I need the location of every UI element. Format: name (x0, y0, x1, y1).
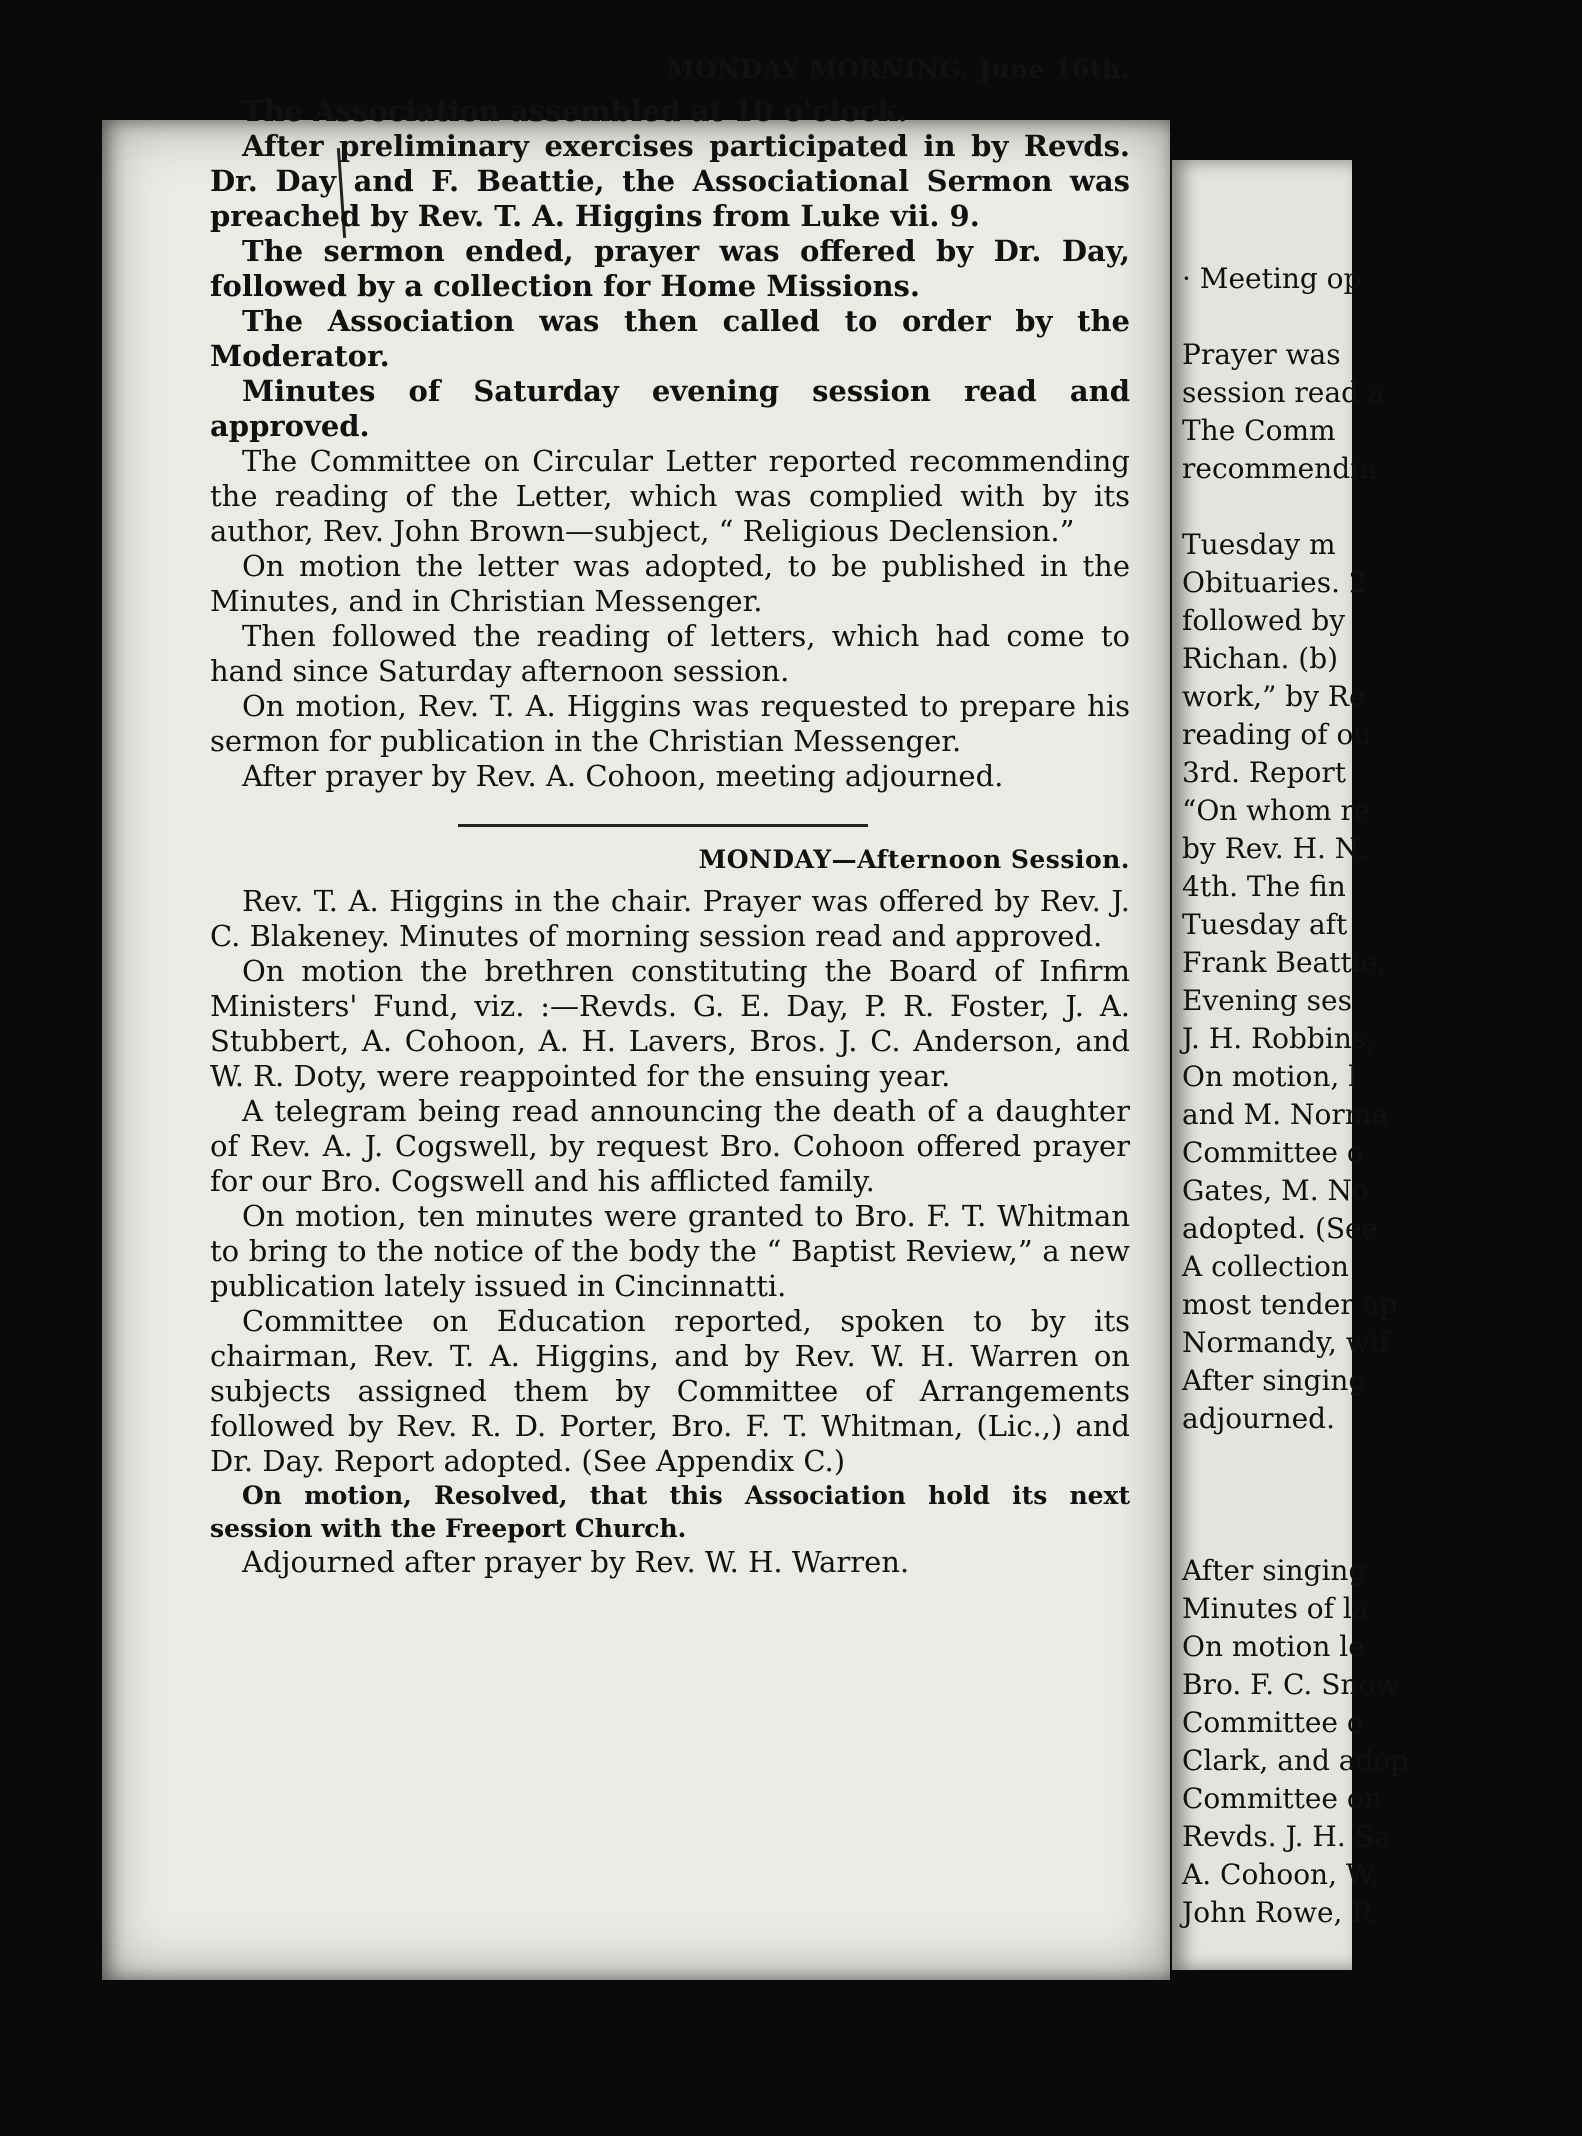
right-line: Frank Beattie, (1182, 946, 1387, 979)
right-line: followed by (1182, 604, 1346, 637)
paragraph-assembled: The Association assembled at 10 o'clock. (242, 94, 908, 128)
right-line: On motion le (1182, 1630, 1365, 1663)
right-line (1182, 1438, 1582, 1476)
section-divider (458, 824, 868, 827)
morning-session-header: MONDAY MORNING, June 16th. (666, 55, 1130, 84)
left-page-text (210, 55, 1130, 1580)
right-line: Revds. J. H. Sa (1182, 1820, 1391, 1853)
afternoon-session-header: MONDAY—Afternoon Session. (698, 845, 1130, 874)
right-line: John Rowe, R (1182, 1896, 1373, 1929)
right-line: most tender ap (1182, 1288, 1398, 1321)
paragraph-next-session: On motion, Resolved, that this Association hold its next session with the Freeport Church. (210, 1481, 1130, 1543)
paragraph-called-to-order: The Association was then called to order by the Moderator. (210, 304, 1130, 373)
right-line: adopted. (See (1182, 1212, 1379, 1245)
right-line: Tuesday m (1182, 528, 1336, 561)
right-line: Minutes of la (1182, 1592, 1369, 1625)
paragraph-education-committee: Committee on Education reported, spoken to by its chairman, Rev. T. A. Higgins, and by Rev. W. H. Warren on subjects assigned them by Committee of Arrangements followed by Rev. R. D. Porter, Bro. F. T. Whitman, (Lic.,) and Dr. Day. Report adopted. (See Appendix C.) (210, 1304, 1130, 1478)
right-line: After singing (1182, 1364, 1367, 1397)
right-line: On motion, l (1182, 1060, 1358, 1093)
right-page-edge (1172, 160, 1409, 1970)
right-line: A. Cohoon, W. (1182, 1858, 1379, 1891)
right-line (1182, 488, 1582, 526)
paragraph-telegram: A telegram being read announcing the death of a daughter of Rev. A. J. Cogswell, by request Bro. Cohoon offered prayer for our Bro. Cogswell and his afflicted family. (210, 1094, 1130, 1198)
right-line: Normandy, wif (1182, 1326, 1390, 1359)
right-line: recommendin (1182, 452, 1378, 485)
right-line: 3rd. Report (1182, 756, 1346, 789)
right-line: Committee o (1182, 1706, 1364, 1739)
right-line: Prayer was (1182, 338, 1341, 371)
right-line: by Rev. H. N. (1182, 832, 1367, 865)
right-line: The Comm (1182, 414, 1336, 447)
right-line: J. H. Robbins, (1182, 1022, 1376, 1055)
paragraph-infirm-ministers-fund: On motion the brethren constituting the Board of Infirm Ministers' Fund, viz. :—Revds. G. E. Day, P. R. Foster, J. A. Stubbert, A. Cohoon, A. H. Lavers, Bros. J. C. Anderson, and W. R. Doty, were reappointed for the ensuing year. (210, 954, 1130, 1093)
right-line: “On whom re (1182, 794, 1371, 827)
right-line (1182, 298, 1582, 336)
paragraph-sermon-ended: The sermon ended, prayer was offered by Dr. Day, followed by a collection for Home Missions. (210, 234, 1130, 303)
right-line: Committee on (1182, 1782, 1382, 1815)
right-line: Evening ses (1182, 984, 1352, 1017)
right-line: · Meeting op (1182, 262, 1362, 295)
paragraph-reading-letters: Then followed the reading of letters, which had come to hand since Saturday afternoon session. (210, 619, 1130, 688)
right-line: Obituaries. 2 (1182, 566, 1367, 599)
right-line: Tuesday aft (1182, 908, 1348, 941)
paragraph-letter-adopted: On motion the letter was adopted, to be published in the Minutes, and in Christian Messenger. (210, 549, 1130, 618)
paragraph-sermon-publication: On motion, Rev. T. A. Higgins was requested to prepare his sermon for publication in the Christian Messenger. (210, 689, 1130, 758)
right-line: Bro. F. C. Snow (1182, 1668, 1400, 1701)
right-line: After singing (1182, 1554, 1367, 1587)
right-line: 4th. The fin (1182, 870, 1346, 903)
right-line: work,” by Re (1182, 680, 1366, 713)
right-page-text (1182, 260, 1582, 1932)
right-line: Clark, and adop (1182, 1744, 1409, 1777)
paragraph-chair-prayer: Rev. T. A. Higgins in the chair. Prayer was offered by Rev. J. C. Blakeney. Minutes of morning session read and approved. (210, 884, 1130, 953)
paragraph-minutes-approved: Minutes of Saturday evening session read and approved. (210, 374, 1130, 443)
right-line: and M. Norma (1182, 1098, 1389, 1131)
right-line: reading of ou (1182, 718, 1372, 751)
right-line: adjourned. (1182, 1402, 1336, 1435)
right-line: Richan. (b) (1182, 642, 1339, 675)
right-line (1182, 1514, 1582, 1552)
paragraph-afternoon-adjourned: Adjourned after prayer by Rev. W. H. Warren. (242, 1545, 910, 1579)
right-line: Gates, M. No (1182, 1174, 1369, 1207)
right-line: A collection (1182, 1250, 1349, 1283)
paragraph-circular-letter: The Committee on Circular Letter reported recommending the reading of the Letter, which was complied with by its author, Rev. John Brown—subject, “ Religious Declension.” (210, 444, 1130, 548)
paragraph-preliminary-exercises: After preliminary exercises participated in by Revds. Dr. Day and F. Beattie, the Associational Sermon was preached by Rev. T. A. Higgins from Luke vii. 9. (210, 129, 1130, 233)
right-line (1182, 1476, 1582, 1514)
right-line: Committee o (1182, 1136, 1364, 1169)
paragraph-baptist-review: On motion, ten minutes were granted to Bro. F. T. Whitman to bring to the notice of the body the “ Baptist Review,” a new publication lately issued in Cincinnatti. (210, 1199, 1130, 1303)
right-line: session read a (1182, 376, 1385, 409)
paragraph-morning-adjourned: After prayer by Rev. A. Cohoon, meeting adjourned. (242, 759, 1004, 793)
